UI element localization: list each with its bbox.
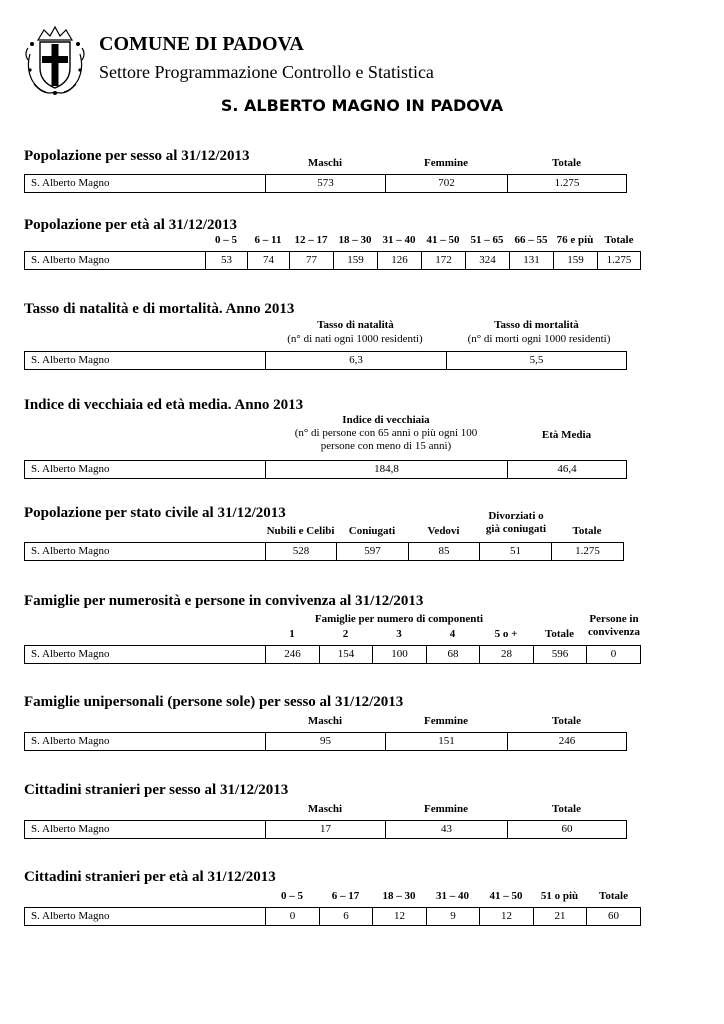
table-cell: 12 [373,908,427,925]
column-header-age: 51 – 65 [470,234,504,246]
cell-females: 151 [386,733,508,750]
table-cell: 126 [378,252,422,269]
table-row [24,907,641,926]
column-header-total: Totale [545,628,574,640]
column-header-unmarried: Nubili e Celibi [266,525,335,537]
table-cell: 6 [320,908,373,925]
column-header-household-size: 1 [289,628,295,640]
row-label: S. Alberto Magno [25,461,266,478]
column-header-females: Femmine [424,803,468,815]
row-label: S. Alberto Magno [25,352,266,369]
table-cell: 246 [266,646,320,663]
table-row [24,820,627,839]
table-cell: 68 [427,646,480,663]
organization-name: COMUNE DI PADOVA [99,33,304,55]
column-header-age: 31 – 40 [436,890,469,902]
cell-females: 702 [386,175,508,192]
column-header-household-size: 5 o + [494,628,518,640]
column-header-household-size: 4 [449,628,456,640]
column-header-males: Maschi [307,715,343,727]
table-row [24,732,627,751]
column-header-total: Totale [599,890,628,902]
row-label: S. Alberto Magno [25,733,266,750]
column-header-birth-rate: Tasso di natalità [317,319,394,331]
section-title-households: Famiglie per numerosità e persone in convivenza al 31/12/2013 [24,593,424,609]
row-label: S. Alberto Magno [25,175,266,192]
table-cell: 159 [334,252,378,269]
column-header-age: 41 – 50 [426,234,460,246]
cell-cohabitants: 0 [610,648,617,660]
table-cell: 9 [427,908,480,925]
table-cell: 12 [480,908,534,925]
section-title-population-by-age: Popolazione per età al 31/12/2013 [24,217,238,233]
cell-males: 573 [266,175,386,192]
column-header-divorced: Divorziati o [488,510,544,522]
cell-total: 60 [608,910,619,922]
section-title-birth-death-rate: Tasso di natalità e di mortalità. Anno 2013 [24,301,295,317]
column-header-aging-index: Indice di vecchiaia [342,414,430,426]
column-header-cohabitants: convivenza [588,626,640,638]
cell-death-rate: 5,5 [529,354,544,366]
cell-total: 596 [534,646,587,663]
column-header-males: Maschi [307,157,343,169]
section-title-single-person-households: Famiglie unipersonali (persone sole) per sesso al 31/12/2013 [24,694,404,710]
table-cell: 154 [320,646,373,663]
cell-aging-index: 184,8 [266,461,508,478]
cell-average-age: 46,4 [557,463,577,475]
column-header-total: Totale [552,803,581,815]
table-cell: 0 [266,908,320,925]
table-row [24,174,627,193]
table-cell: 159 [554,252,598,269]
column-header-household-size: 3 [396,628,402,640]
column-header-females: Femmine [424,157,468,169]
column-header-age: 0 – 5 [215,234,237,246]
column-subheader-birth-rate: (n° di nati ogni 1000 residenti) [287,333,423,345]
cell-divorced: 51 [480,543,552,560]
table-cell: 21 [534,908,587,925]
group-header-household-size: Famiglie per numero di componenti [314,613,484,625]
column-header-age: 41 – 50 [489,890,523,902]
column-header-death-rate: Tasso di mortalità [494,319,579,331]
column-header-total: Totale [604,234,634,246]
section-title-foreigners-by-sex: Cittadini stranieri per sesso al 31/12/2013 [24,782,289,798]
table-row [24,542,624,561]
section-title-marital-status: Popolazione per stato civile al 31/12/2013 [24,505,286,521]
column-header-married: Coniugati [348,525,396,537]
cell-females: 43 [386,821,508,838]
cell-males: 95 [266,733,386,750]
column-header-males: Maschi [307,803,343,815]
cell-birth-rate: 6,3 [266,352,447,369]
row-label: S. Alberto Magno [25,543,266,560]
cell-total: 246 [558,735,576,747]
section-title-foreigners-by-age: Cittadini stranieri per età al 31/12/2013 [24,869,276,885]
column-header-total: Totale [552,157,581,169]
cell-total: 60 [561,823,573,835]
cell-widowed: 85 [409,543,480,560]
cell-total: 1.275 [606,254,632,266]
column-header-age: 12 – 17 [294,234,328,246]
column-subheader-aging-index: (n° di persone con 65 anni o più ogni 100 [294,427,478,439]
table-row [24,645,641,664]
column-header-cohabitants: Persone in [589,613,639,625]
row-label: S. Alberto Magno [25,252,206,269]
column-header-divorced: già coniugati [485,523,547,535]
column-header-age: 18 – 30 [338,234,372,246]
cell-males: 17 [266,821,386,838]
cell-total: 1.275 [554,177,580,189]
cell-married: 597 [337,543,409,560]
cell-unmarried: 528 [266,543,337,560]
table-cell: 324 [466,252,510,269]
column-header-average-age: Età Media [541,429,592,441]
column-header-age: 6 – 11 [254,234,282,246]
cell-total: 1.275 [575,545,600,557]
table-cell: 28 [480,646,534,663]
section-title-population-by-sex: Popolazione per sesso al 31/12/2013 [24,148,250,164]
page-title: S. ALBERTO MAGNO IN PADOVA [220,96,504,115]
column-subheader-death-rate: (n° di morti ogni 1000 residenti) [467,333,611,345]
column-header-household-size: 2 [342,628,349,640]
table-cell: 131 [510,252,554,269]
table-row [24,351,627,370]
column-header-age: 6 – 17 [331,890,360,902]
table-cell: 100 [373,646,427,663]
table-cell: 53 [206,252,248,269]
row-label: S. Alberto Magno [25,908,266,925]
row-label: S. Alberto Magno [25,821,266,838]
table-row [24,460,627,479]
table-row [24,251,641,270]
row-label: S. Alberto Magno [25,646,266,663]
column-header-age: 0 – 5 [281,890,303,902]
column-header-age: 76 e più [556,234,594,246]
column-header-age: 51 o più [540,890,579,902]
column-header-total: Totale [572,525,602,537]
column-header-age: 18 – 30 [382,890,416,902]
column-header-total: Totale [552,715,581,727]
column-header-age: 66 – 55 [514,234,548,246]
table-cell: 172 [422,252,466,269]
column-header-females: Femmine [424,715,468,727]
column-header-widowed: Vedovi [427,525,460,537]
column-subheader-aging-index: persone con meno di 15 anni) [320,440,452,452]
section-title-aging-index: Indice di vecchiaia ed età media. Anno 2013 [24,397,304,413]
table-cell: 77 [290,252,334,269]
organization-sector: Settore Programmazione Controllo e Statistica [99,62,434,82]
city-coat-of-arms-icon [24,24,86,96]
column-header-age: 31 – 40 [382,234,416,246]
table-cell: 74 [248,252,290,269]
